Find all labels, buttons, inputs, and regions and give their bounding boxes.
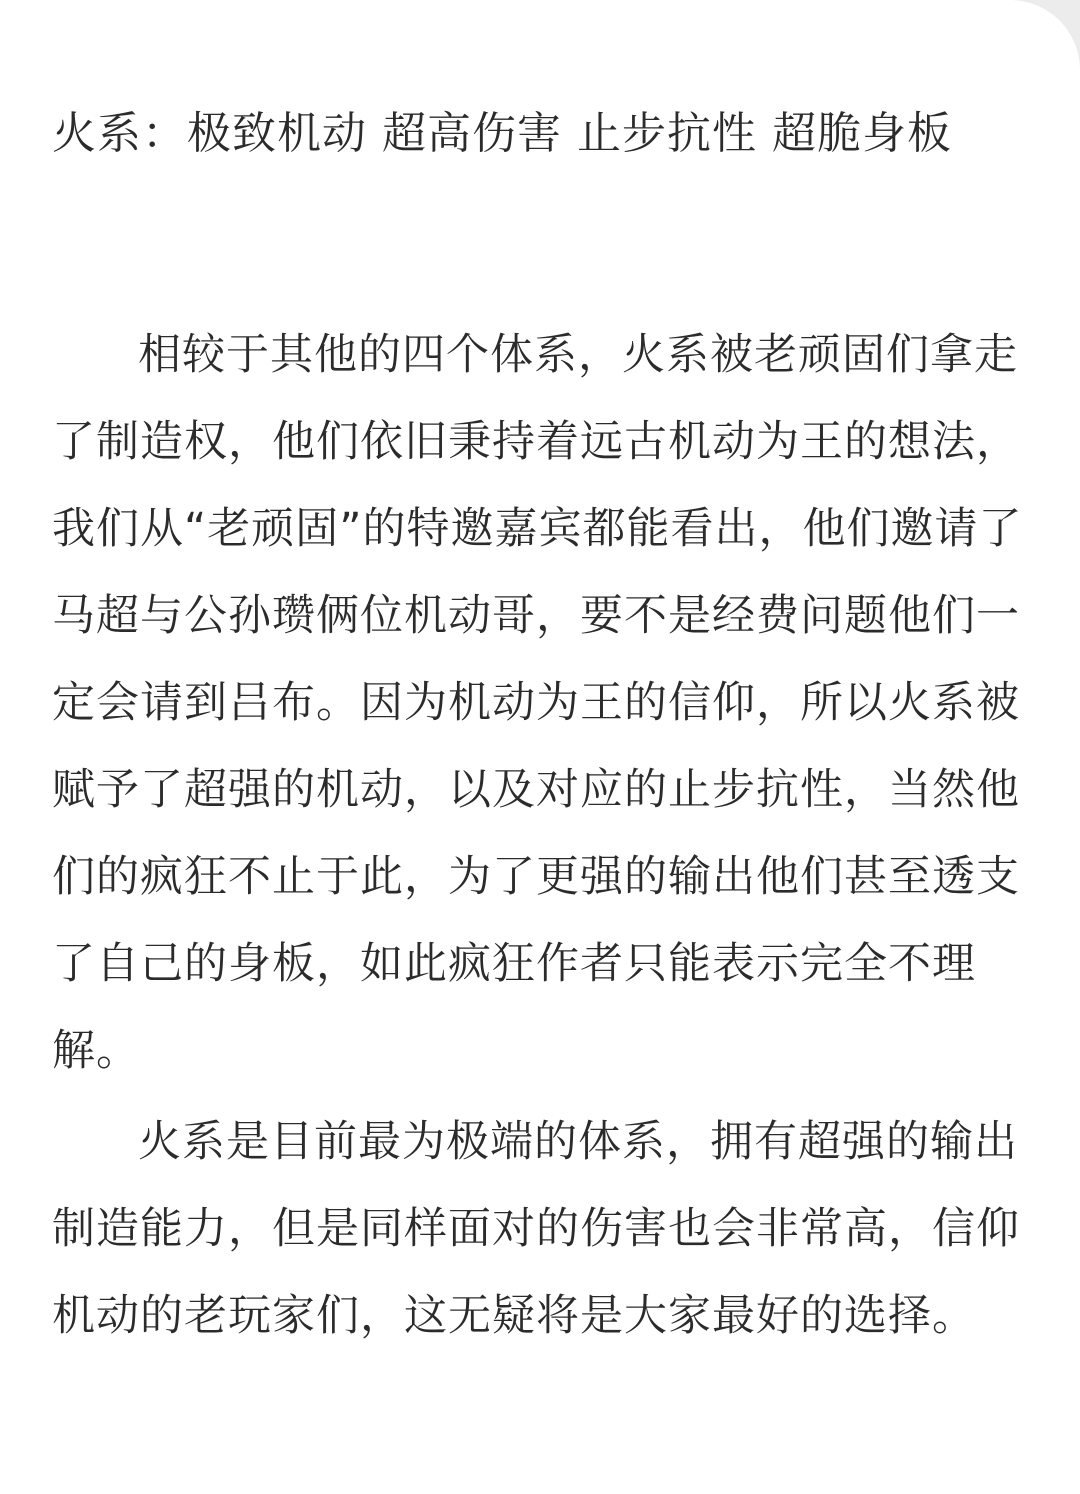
article-heading: 火系：极致机动 超高伤害 止步抗性 超脆身板 [52,108,952,159]
article-paragraph-1: 相较于其他的四个体系，火系被老顽固们拿走了制造权，他们依旧秉持着远古机动为王的想法，我们从“老顽固”的特邀嘉宾都能看出，他们邀请了马超与公孙瓒俩位机动哥，要不是经费问题他们一定会请到吕布。因为机动为王的信仰，所以火系被赋予了超强的机动，以及对应的止步抗性，当然他们的疯狂不止于此，为了更强的输出他们甚至透支了自己的身板，如此疯狂作者只能表示完全不理解。 [52,330,1023,1076]
article-paragraph-2: 火系是目前最为极端的体系，拥有超强的输出制造能力，但是同样面对的伤害也会非常高，信仰机动的老玩家们，这无疑将是大家最好的选择。 [52,1117,1020,1341]
